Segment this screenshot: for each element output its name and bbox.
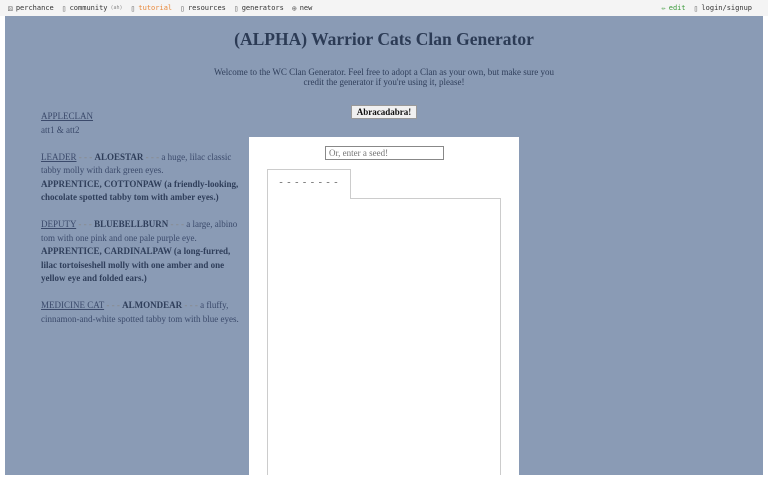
nav-label: community (69, 4, 108, 12)
nav-edit[interactable] (662, 4, 686, 13)
user-icon: ▯ (693, 3, 699, 13)
nav-resources[interactable] (180, 4, 226, 13)
tab-output[interactable]: - - - - - - - - (267, 169, 351, 199)
generator-page (5, 16, 763, 475)
dice-icon: ⚄ (8, 3, 13, 13)
nav-label: login/signup (701, 4, 752, 12)
list-item (41, 218, 241, 286)
nav-generators[interactable] (234, 4, 284, 13)
cat-description: a fluffy, cinnamon-and-white spotted tabby tom with blue eyes. (41, 300, 239, 324)
clan-name: APPLECLAN (41, 111, 94, 121)
tab-panel (267, 198, 501, 475)
separator: - - - (78, 151, 93, 162)
apprentice: APPRENTICE, COTTONPAW (a friendly-looking, chocolate spotted tabby tom with amber eyes.) (41, 178, 239, 202)
cat-name: ALMONDEAR (122, 300, 183, 310)
nav-label: new (299, 4, 313, 12)
nav-tutorial[interactable] (131, 4, 173, 13)
cat-description: a huge, lilac classic tabby molly with dark green eyes. (41, 151, 232, 175)
community-icon: ▯ (61, 3, 67, 13)
separator: - - - (106, 300, 120, 310)
clan-output (41, 110, 241, 340)
cat-description: a large, albino tom with one pink and one pale purple eye. (41, 219, 238, 243)
list-item (41, 151, 241, 205)
nav-new[interactable] (292, 4, 312, 13)
separator: - - - (145, 151, 160, 162)
nav-label: perchance (15, 4, 54, 12)
separator: - - - (184, 300, 198, 310)
role-label: LEADER (41, 151, 77, 162)
output-card (249, 137, 519, 475)
separator: - - - (78, 219, 92, 229)
cat-name: ALOESTAR (94, 151, 144, 162)
top-nav (0, 0, 768, 16)
welcome-text: Welcome to the WC Clan Generator. Feel free to adopt a Clan as your own, but make sure you credit the generator if you're using it, please! (213, 67, 554, 87)
seed-input[interactable] (325, 146, 444, 160)
role-label: MEDICINE CAT (41, 300, 105, 310)
nav-label: generators (241, 4, 284, 12)
nav-label: tutorial (138, 4, 173, 12)
generators-icon: ▯ (233, 3, 239, 13)
generate-button[interactable]: Abracadabra! (351, 105, 417, 119)
nav-login[interactable] (694, 4, 752, 13)
role-label: DEPUTY (41, 219, 77, 229)
pencil-icon: ✏ (661, 4, 666, 12)
separator: - - - (170, 219, 184, 229)
plus-circle-icon: ⊕ (291, 3, 297, 13)
resources-icon: ▯ (180, 3, 185, 13)
cat-name: BLUEBELLBURN (94, 219, 169, 229)
nav-community[interactable] (62, 4, 123, 13)
clan-attributes: att1 & att2 (41, 124, 80, 135)
page-title: (ALPHA) Warrior Cats Clan Generator (234, 29, 534, 49)
nav-perchance[interactable] (8, 4, 54, 13)
tutorial-icon: ▯ (130, 3, 136, 13)
list-item (41, 299, 241, 326)
nav-label: edit (668, 4, 686, 12)
community-badge: (ah) (110, 5, 123, 11)
nav-label: resources (187, 4, 226, 12)
apprentice: APPRENTICE, CARDINALPAW (a long-furred, lilac tortoiseshell molly with one amber and one yellow eye and folded ears.) (41, 246, 231, 283)
